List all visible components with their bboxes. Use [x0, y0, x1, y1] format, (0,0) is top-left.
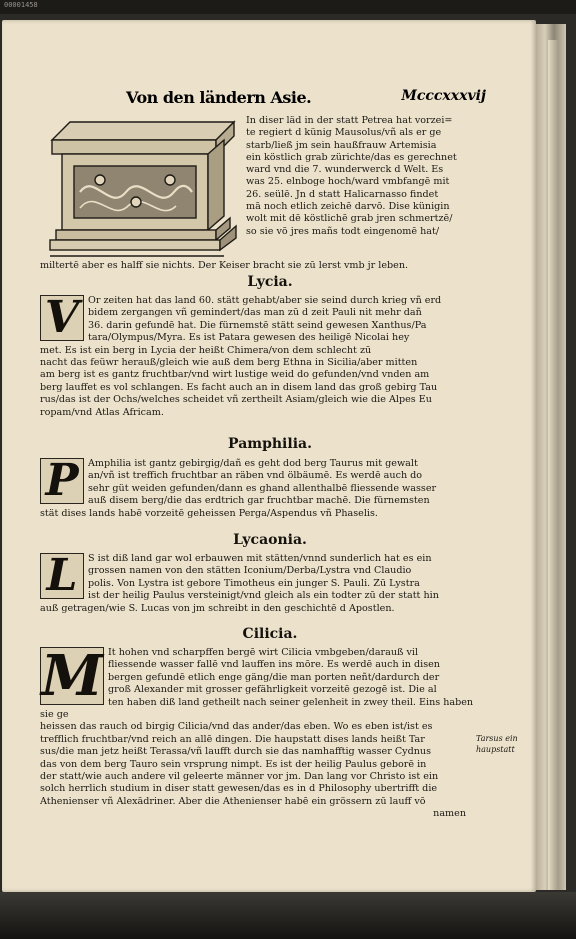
dropcap-initial: V [40, 295, 84, 341]
text-line: wolt mit dē köstlichē grab jren schmertzē/ [246, 213, 453, 225]
dropcap-initial: M [41, 643, 103, 709]
text-line: so sie vō jres mañs todt eingenomē hat/ [246, 225, 440, 237]
text-line: sehr güt weiden gefunden/dann es ghand allenthalbē fliessende wasser [88, 482, 437, 494]
section-heading-pamphilia: Pamphilia. [228, 436, 312, 452]
section-heading-lycia: Lycia. [247, 274, 293, 290]
bottom-shadow [0, 892, 576, 939]
text-line: 36. darin gefundē hat. Die fürnemstē stätt seind gewesen Xanthus/Pa [88, 319, 427, 331]
page-stack-edge-inner [548, 40, 558, 890]
text-line: am berg ist es gantz fruchtbar/vnd wirt lustige weid do gefunden/vnd vnden am [40, 369, 430, 381]
text-line: In diser läd in der statt Petrea hat vorzei= [246, 115, 453, 126]
marginal-note: Tarsus ein haupstatt [476, 734, 518, 754]
text-line: polis. Von Lystra ist gebore Timotheus ein junger S. Pauli. Zū Lystra [88, 577, 420, 589]
text-line: Athenienser vñ Alexādriner. Aber die Athenienser habē ein grössern zū lauff vō [40, 795, 426, 807]
folio-number: Mcccxxxvij [401, 88, 486, 104]
text-line: bidem zergangen vñ gemindert/das man zū d zeit Pauli nit mehr dañ [88, 307, 422, 319]
text-line: der statt/wie auch andere vil geleerte männer vor jm. Dan lang vor Christo ist ein [40, 771, 439, 783]
dropcap-initial: L [40, 553, 84, 599]
section-body-pamphilia [40, 455, 480, 520]
text-line: met. Es ist ein berg in Lycia der heißt Chimera/von dem schlecht zū [40, 344, 372, 356]
text-line: ein köstlich grab zürichte/das es gerechnet [246, 151, 457, 163]
text-line: berg lauffet es vol schlangen. Es facht auch an in disem land das groß gebirg Tau [40, 381, 438, 393]
intro-text-block [246, 115, 468, 238]
text-line: an/vñ ist treffich fruchtbar an räben vnd ölbäumē. Es werdē auch do [88, 470, 423, 482]
text-line: ward vnd die 7. wunderwerck d Welt. Es [246, 164, 444, 176]
text-line: ten haben diß land getheilt nach seiner gelenheit in zwey theil. Eins haben sie ge [40, 696, 474, 721]
section-body-lycia [40, 292, 480, 419]
section-heading-lycaonia: Lycaonia. [233, 532, 307, 548]
text-line: 26. seülē. Jn d statt Halicarnasso findet [246, 188, 439, 200]
text-line: tara/Olympus/Myra. Es ist Patara gewesen des heiligē Nicolai hey [88, 332, 410, 344]
text-line: bergen gefundē etlich enge gäng/die man porten neñt/dardurch der [108, 671, 440, 683]
text-line: Or zeiten hat das land 60. stätt gehabt/aber sie seind durch krieg vñ erd [88, 295, 442, 306]
text-line: nacht das feüwr herauß/gleich wie auß dem berg Ethna in Sicilia/aber mitten [40, 357, 418, 369]
text-line: It hohen vnd scharpffen bergē wirt Cilicia vmbgeben/darauß vil [108, 647, 419, 658]
running-title: Von den ländern Asie. [126, 88, 312, 107]
dropcap-initial: P [40, 458, 84, 504]
section-body-cilicia [40, 643, 480, 821]
text-line: sus/die man jetz heißt Terassa/vñ laufft durch sie das namhafftig wasser Cydnus [40, 746, 432, 758]
text-line: Amphilia ist gantz gebirgig/dañ es geht dod berg Taurus mit gewalt [88, 458, 418, 469]
running-header [126, 88, 486, 108]
text-line: auß getragen/wie S. Lucas von jm schreibt in den geschichtē d Apostlen. [40, 602, 395, 614]
text-line: heissen das rauch od birgig Cilicia/vnd das ander/das eben. Wo es eben ist/ist es [40, 721, 433, 733]
text-line: stät dises lands habē vorzeitē geheissen Perga/Aspendus vñ Phaselis. [40, 507, 378, 519]
text-line: S ist diß land gar wol erbauwen mit stätten/vnnd sunderlich hat es ein [88, 553, 432, 564]
text-line: groß Alexander mit grosser gefährligkeit vorzeitē gezogē ist. Die al [108, 684, 437, 696]
sarcophagus-woodcut [48, 118, 240, 260]
text-line: rus/das ist der Ochs/welches scheidet vñ zertheilt Asiam/gleich wie die Alpes Eu [40, 394, 432, 406]
text-line: fliessende wasser fallē vnd lauffen ins mōre. Es werdē auch in disen [108, 659, 440, 671]
text-line: ropam/vnd Atlas Africam. [40, 406, 164, 418]
text-line: auß disem berg/die das erdtrich gar fruchtbar machē. Die fürnemsten [88, 495, 430, 507]
text-line: grossen namen von den stätten Iconium/Derba/Lystra vnd Claudio [88, 565, 412, 577]
text-line: starb/ließ jm sein haußfrauw Artemisia [246, 139, 437, 151]
intro-last-line: miltertē aber es halff sie nichts. Der Keiser bracht sie zū lerst vmb jr leben. [40, 260, 409, 271]
text-line: te regiert d künig Mausolus/vñ als er ge [246, 127, 442, 139]
section-heading-cilicia: Cilicia. [242, 626, 298, 642]
scan-top-strip [0, 0, 576, 14]
section-body-lycaonia [40, 550, 480, 615]
text-line: das von dem berg Tauro sein vrsprung nimpt. Es ist der heilig Paulus geborē in [40, 758, 427, 770]
catchword: namen [433, 808, 466, 820]
scan-tag: 00001458 [4, 1, 38, 9]
text-line: was 25. elnboge hoch/ward vmbfangē mit [246, 176, 450, 188]
text-line: trefflich fruchtbar/vnd reich an allē dingen. Die haupstatt dises lands heißt Tar [40, 733, 425, 745]
text-line: mā noch etlich zeichē darvō. Dise künigin [246, 201, 450, 213]
text-line: ist der heilig Paulus versteinigt/vnd gleich als ein todter zū der statt hin [88, 590, 439, 602]
text-line: solch herrlich studium in diser statt gewesen/das es in d Philosophy ubertrifft die [40, 783, 438, 795]
